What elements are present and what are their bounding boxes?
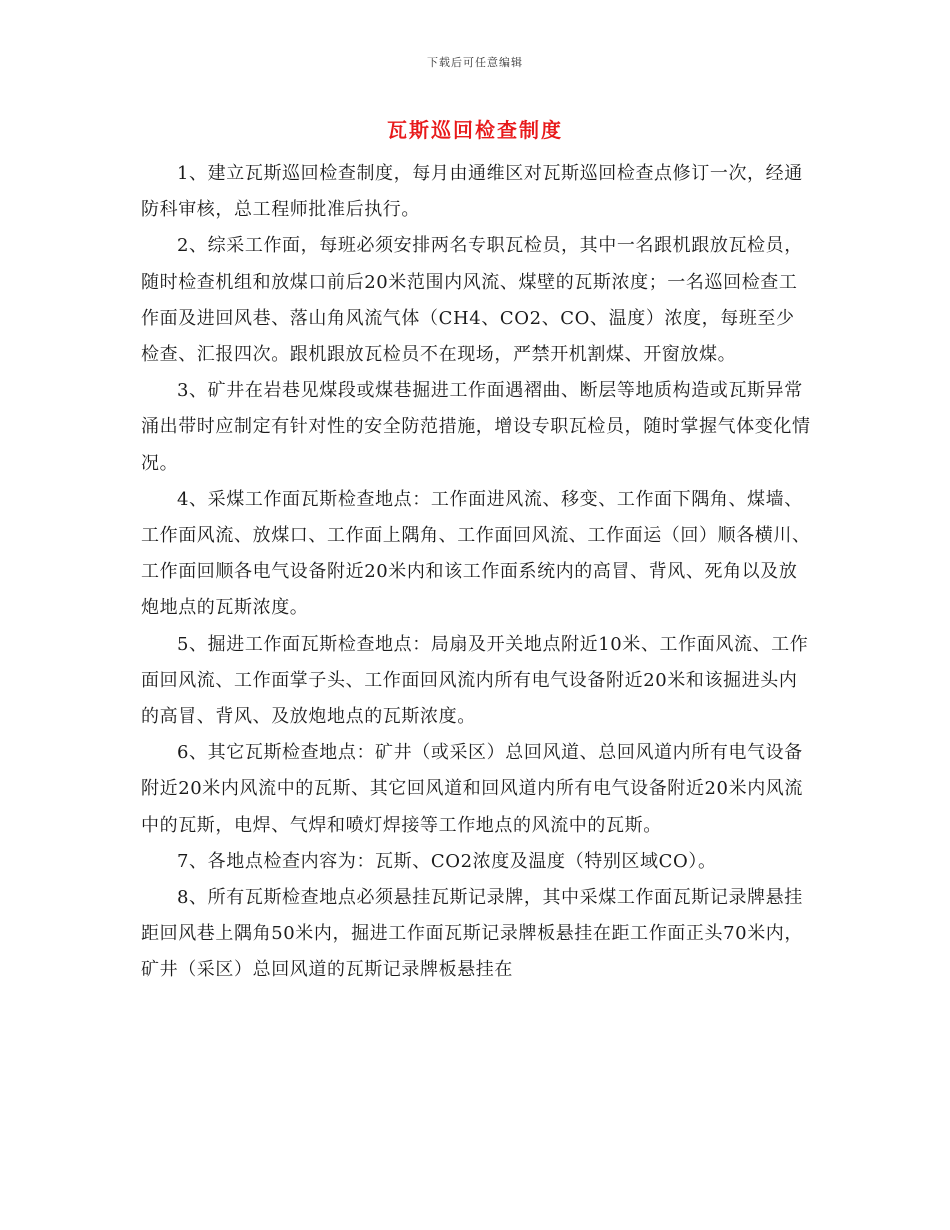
paragraph-2: 2、综采工作面，每班必须安排两名专职瓦检员，其中一名跟机跟放瓦检员，随时检查机组和放煤口前后20米范围内风流、煤壁的瓦斯浓度；一名巡回检查工作面及进回风巷、落山角风流气体（CH4、CO2、CO、温度）浓度，每班至少检查、汇报四次。跟机跟放瓦检员不在现场，严禁开机割煤、开窗放煤。	[141, 235, 803, 366]
paragraph-4: 4、采煤工作面瓦斯检查地点：工作面进风流、移变、工作面下隅角、煤墙、工作面风流、放煤口、工作面上隅角、工作面回风流、工作面运（回）顺各横川、工作面回顺各电气设备附近20米内和该工作面系统内的高冒、背风、死角以及放炮地点的瓦斯浓度。	[141, 488, 811, 619]
document-body	[141, 156, 811, 989]
paragraph-8: 8、所有瓦斯检查地点必须悬挂瓦斯记录牌，其中采煤工作面瓦斯记录牌悬挂距回风巷上隅角50米内，掘进工作面瓦斯记录牌板悬挂在距工作面正头70米内，矿井（采区）总回风道的瓦斯记录牌板悬挂在	[141, 887, 804, 981]
paragraph-5: 5、掘进工作面瓦斯检查地点：局扇及开关地点附近10米、工作面风流、工作面回风流、工作面掌子头、工作面回风流内所有电气设备附近20米和该掘进头内的高冒、背风、及放炮地点的瓦斯浓度。	[141, 633, 809, 728]
document-title: 瓦斯巡回检查制度	[387, 118, 563, 142]
paragraph-7: 7、各地点检查内容为：瓦斯、CO2浓度及温度（特别区域CO）。	[177, 850, 717, 872]
paragraph-6: 6、其它瓦斯检查地点：矿井（或采区）总回风道、总回风道内所有电气设备附近20米内风流中的瓦斯、其它回风道和回风道内所有电气设备附近20米内风流中的瓦斯，电焊、气焊和喷灯焊接等工作地点的风流中的瓦斯。	[141, 742, 804, 836]
paragraph-1: 1、建立瓦斯巡回检查制度，每月由通维区对瓦斯巡回检查点修订一次，经通防科审核，总工程师批准后执行。	[141, 163, 803, 221]
page-header-note: 下载后可任意编辑	[427, 56, 523, 69]
paragraph-3: 3、矿井在岩巷见煤段或煤巷掘进工作面遇褶曲、断层等地质构造或瓦斯异常涌出带时应制定有针对性的安全防范措施，增设专职瓦检员，随时掌握气体变化情况。	[141, 380, 811, 474]
